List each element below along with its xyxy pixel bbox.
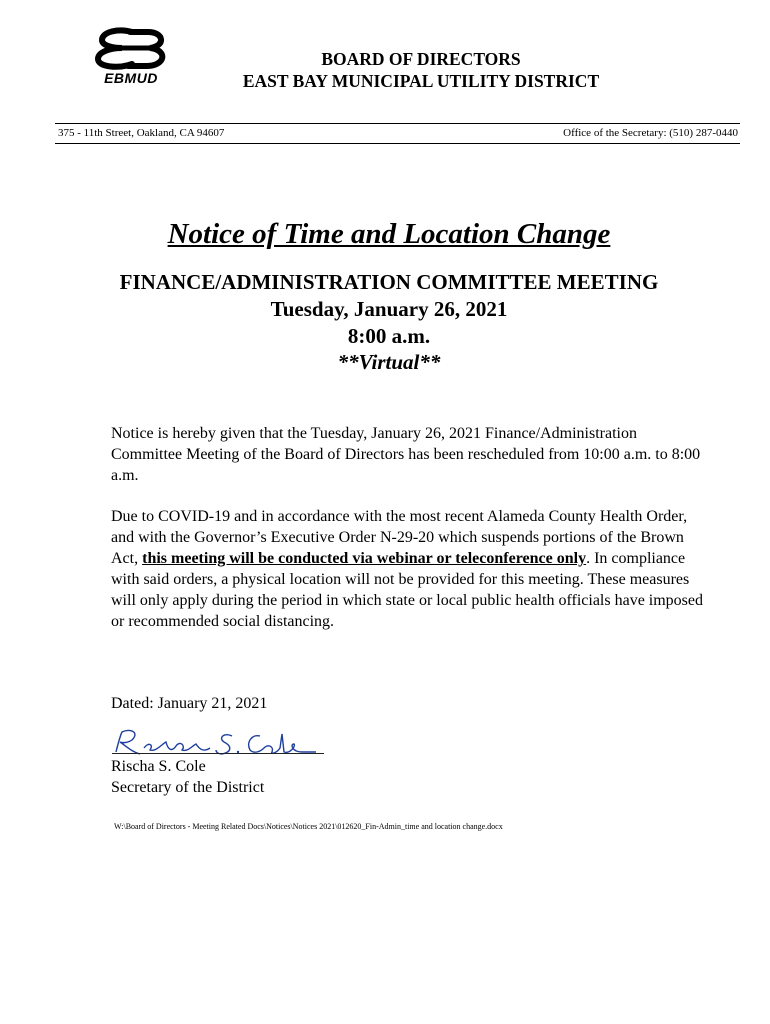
meeting-location: **Virtual** <box>337 350 441 374</box>
meeting-time: 8:00 a.m. <box>347 324 431 348</box>
signer-title: Secretary of the District <box>111 779 265 796</box>
ebmud-logo-icon <box>88 26 172 70</box>
board-title: BOARD OF DIRECTORS <box>321 49 521 69</box>
header-rule-bottom <box>55 143 740 144</box>
district-title: EAST BAY MUNICIPAL UTILITY DISTRICT <box>242 71 600 91</box>
covid-paragraph <box>111 506 711 632</box>
webinar-emphasis: this meeting will be conducted via webinar or teleconference only <box>142 550 587 567</box>
signature-line <box>112 753 324 754</box>
district-address: 375 - 11th Street, Oakland, CA 94607 <box>58 127 225 139</box>
file-path: W:\Board of Directors - Meeting Related Docs\Notices\Notices 2021\012620_Fin-Admin_time and location change.docx <box>114 822 503 831</box>
header-rule-top <box>55 123 740 124</box>
notice-paragraph: Notice is hereby given that the Tuesday, January 26, 2021 Finance/Administration Committee Meeting of the Board of Directors has been rescheduled from 10:00 a.m. to 8:00 a.m. <box>111 425 701 484</box>
notice-title: Notice of Time and Location Change <box>167 218 611 250</box>
logo-wordmark: EBMUD <box>104 70 158 86</box>
ebmud-logo <box>88 26 172 88</box>
signer-name: Rischa S. Cole <box>111 758 206 775</box>
office-phone: Office of the Secretary: (510) 287-0440 <box>563 127 738 139</box>
covid-paragraph-intro: Due to COVID-19 and in accordance with the most recent Alameda County Health Order, and with the Governor’s Executive Order N-29-20 which suspends portions of the Brown Act, <box>111 508 688 567</box>
covid-paragraph-rest: . In compliance with said orders, a physical location will not be provided for this meeting. These measures will only apply during the period in which state or local public health officials have imposed or recommended social distancing. <box>111 550 704 630</box>
meeting-date: Tuesday, January 26, 2021 <box>270 297 508 321</box>
dated-line: Dated: January 21, 2021 <box>111 695 268 712</box>
committee-name: FINANCE/ADMINISTRATION COMMITTEE MEETING <box>119 270 659 294</box>
